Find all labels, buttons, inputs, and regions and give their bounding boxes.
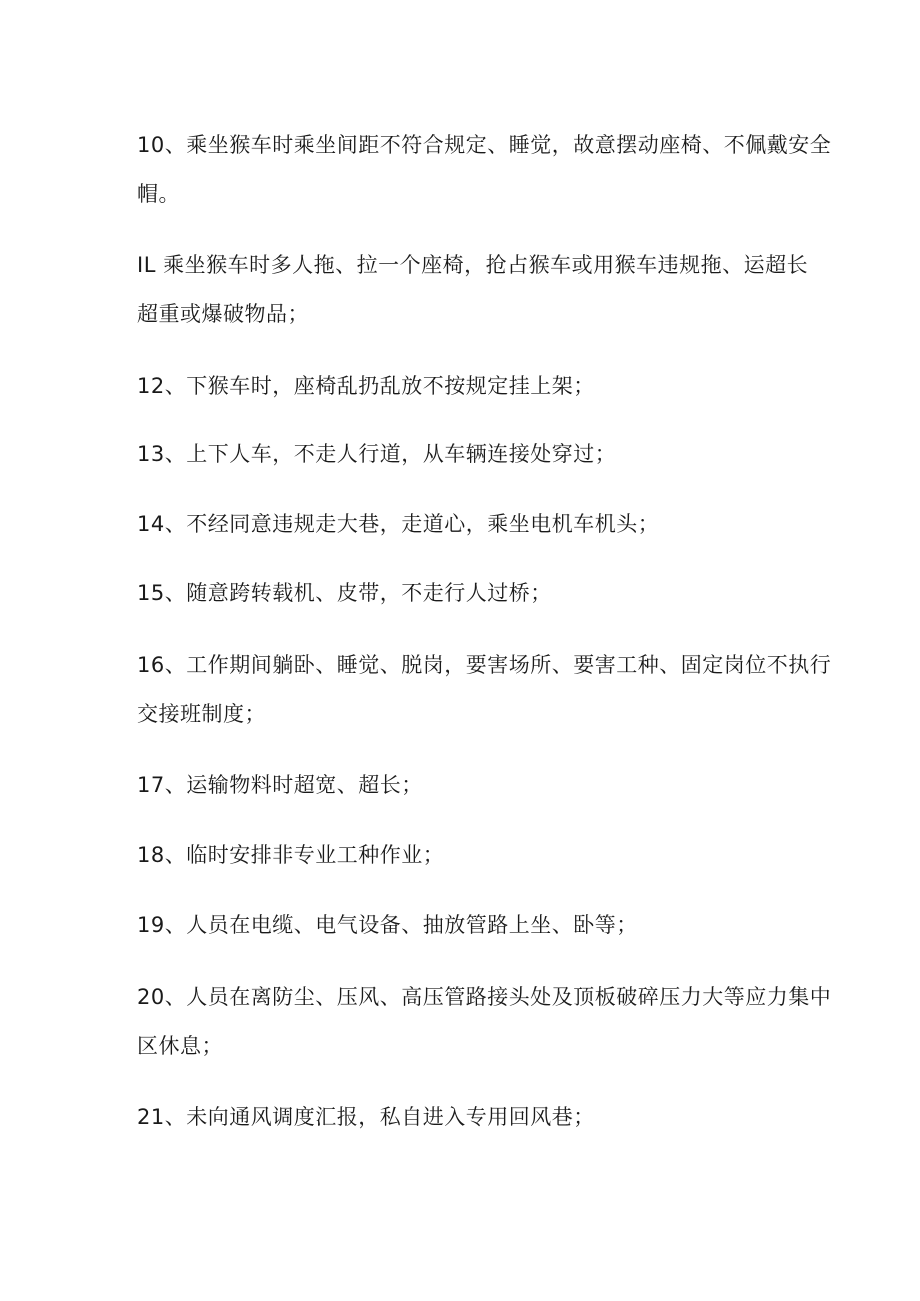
- item-11-line-1: IL 乘坐猴车时多人拖、拉一个座椅，抢占猴车或用猴车违规拖、运超长: [137, 253, 809, 277]
- item-14-line-1: 14、不经同意违规走大巷，走道心，乘坐电机车机头；: [137, 512, 660, 536]
- item-18-line-1: 18、临时安排非专业工种作业；: [137, 843, 445, 867]
- list-item-15: [137, 569, 797, 618]
- list-item-19: [137, 901, 797, 950]
- item-20-line-1: 20、人员在离防尘、压风、高压管路接头处及顶板破碎压力大等应力集中: [137, 985, 832, 1009]
- list-item-20: [137, 973, 832, 1071]
- list-item-14: [137, 500, 797, 549]
- list-item-16: [137, 641, 832, 739]
- list-item-21: [137, 1093, 797, 1142]
- item-20-line-2: 区休息；: [137, 1034, 223, 1058]
- list-item-13: [137, 430, 797, 479]
- item-19-line-1: 19、人员在电缆、电气设备、抽放管路上坐、卧等；: [137, 913, 638, 937]
- item-10-line-1: 10、乘坐猴车时乘坐间距不符合规定、睡觉，故意摆动座椅、不佩戴安全: [137, 133, 832, 157]
- item-17-line-1: 17、运输物料时超宽、超长；: [137, 773, 423, 797]
- item-16-line-2: 交接班制度；: [137, 702, 266, 726]
- item-13-line-1: 13、上下人车，不走人行道，从车辆连接处穿过；: [137, 442, 617, 466]
- item-21-line-1: 21、未向通风调度汇报，私自进入专用回风巷；: [137, 1105, 595, 1129]
- item-16-line-1: 16、工作期间躺卧、睡觉、脱岗，要害场所、要害工种、固定岗位不执行: [137, 653, 832, 677]
- item-15-line-1: 15、随意跨转载机、皮带，不走行人过桥；: [137, 581, 552, 605]
- list-item-17: [137, 761, 797, 810]
- item-10-line-2: 帽。: [137, 182, 180, 206]
- list-item-10: [137, 121, 832, 219]
- list-item-18: [137, 831, 797, 880]
- item-11-line-2: 超重或爆破物品；: [137, 302, 309, 326]
- item-12-line-1: 12、下猴车时，座椅乱扔乱放不按规定挂上架；: [137, 374, 595, 398]
- list-item-12: [137, 362, 797, 411]
- list-item-11: [137, 241, 809, 339]
